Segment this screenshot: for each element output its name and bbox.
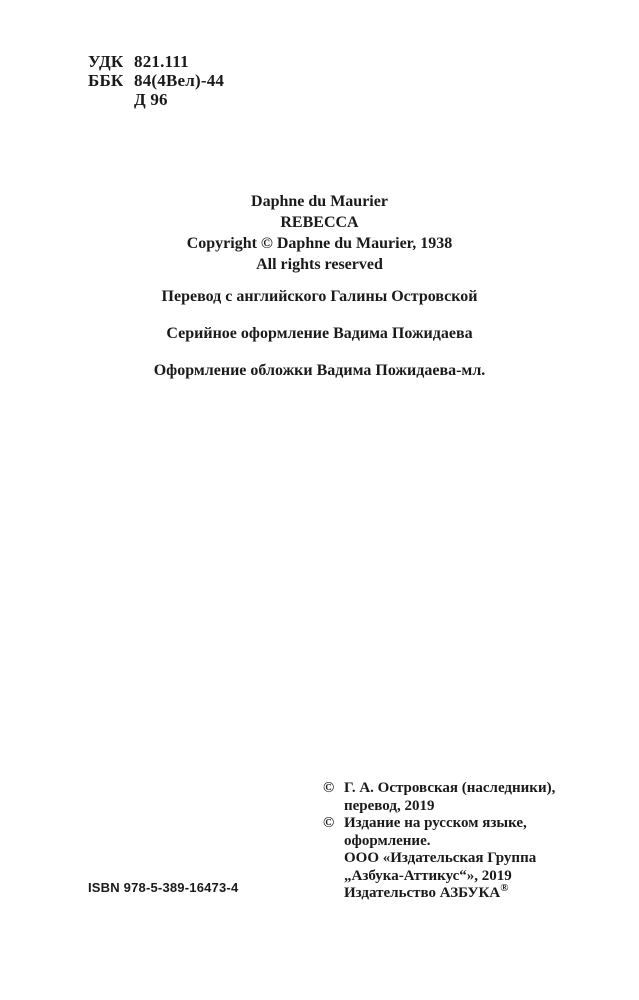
bbk-value: 84(4Вел)-44 — [134, 71, 225, 90]
udk-row — [88, 52, 224, 71]
cover-design-credit: Оформление обложки Вадима Пожидаева-мл. — [153, 362, 486, 379]
edition-copyright-line: оформление. — [344, 832, 431, 849]
bbk-label: ББК — [88, 71, 124, 90]
registered-mark: ® — [500, 882, 509, 894]
translation-copyright-line: Г. А. Островская (наследники), — [344, 780, 556, 796]
translation-copyright — [323, 780, 555, 815]
original-author: Daphne du Maurier — [251, 193, 388, 210]
author-mark: Д 96 — [134, 90, 168, 109]
bbk-row — [88, 71, 224, 90]
translation-copyright-line: перевод, 2019 — [344, 797, 435, 814]
original-title: REBECCA — [280, 214, 359, 231]
udk-value: 821.111 — [134, 52, 189, 71]
publisher-imprint-name: Издательство АЗБУКА — [344, 885, 501, 901]
copyright-block — [323, 780, 555, 903]
original-credits — [0, 191, 639, 275]
original-copyright: Copyright © Daphne du Maurier, 1938 — [186, 235, 453, 252]
copyright-symbol: © — [323, 780, 335, 796]
publisher-imprint — [344, 882, 536, 903]
copyright-symbol: © — [323, 815, 335, 831]
publisher-line: ООО «Издательская Группа — [344, 850, 537, 866]
edition-copyright — [323, 815, 555, 903]
rights-statement: All rights reserved — [256, 256, 383, 273]
isbn-number: ISBN 978-5-389-16473-4 — [88, 880, 239, 895]
edition-copyright-line: Издание на русском языке, — [344, 815, 527, 831]
translation-credit: Перевод с английского Галины Островской — [161, 288, 478, 305]
publisher-line: „Азбука-Аттикус“», 2019 — [344, 867, 512, 884]
series-design-credit: Серийное оформление Вадима Пожидаева — [166, 325, 473, 342]
classification-block — [88, 52, 224, 109]
udk-label: УДК — [88, 52, 124, 71]
